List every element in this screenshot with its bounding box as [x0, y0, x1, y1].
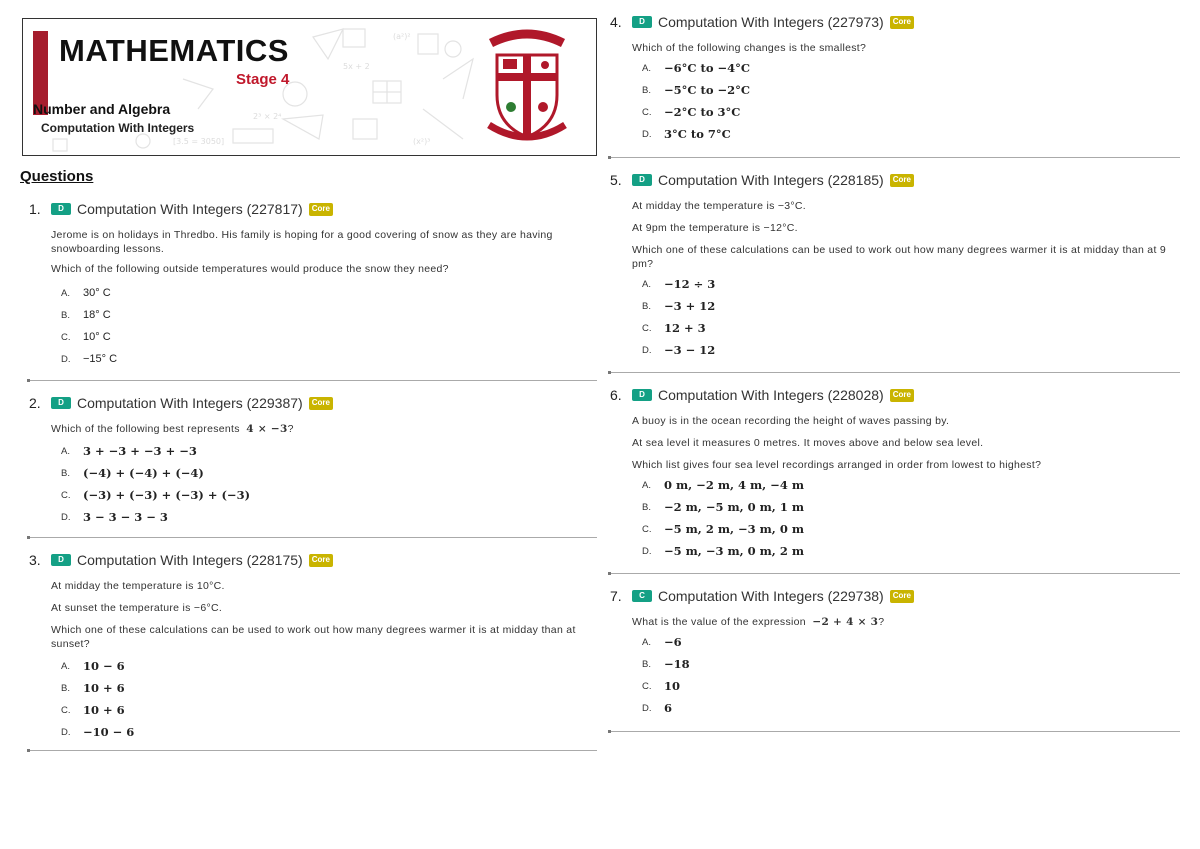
option-letter: C.: [61, 489, 71, 501]
svg-text:2³ × 2⁴: 2³ × 2⁴: [253, 112, 282, 121]
stage-label: Stage 4: [236, 71, 290, 88]
option-value: 30° C: [83, 287, 111, 299]
question-text: Which of the following outside temperatures would produce the snow they need?: [51, 263, 449, 275]
option-value: 18° C: [83, 309, 111, 321]
topic-label: Computation With Integers: [41, 121, 195, 135]
answer-option[interactable]: [61, 721, 597, 743]
option-value: 10 + 6: [83, 681, 125, 695]
school-crest-icon: [485, 25, 569, 149]
option-value: −6: [664, 635, 682, 649]
answer-option[interactable]: [642, 339, 1180, 361]
answer-option[interactable]: [642, 79, 1180, 101]
option-value: −5 m, −3 m, 0 m, 2 m: [664, 544, 804, 558]
question-title: Computation With Integers (229387): [77, 395, 303, 411]
option-value: −12 ÷ 3: [664, 277, 716, 291]
option-value: 10° C: [83, 331, 111, 343]
option-value: 10 + 6: [83, 703, 125, 717]
option-value: −15° C: [83, 353, 118, 365]
core-badge: Core: [309, 397, 333, 410]
option-letter: C.: [642, 680, 652, 692]
core-badge: Core: [309, 554, 333, 567]
core-badge: Core: [309, 203, 333, 216]
option-value: 12 + 3: [664, 321, 706, 335]
option-letter: C.: [61, 704, 71, 716]
question-text: At midday the temperature is −3°C.: [632, 200, 807, 212]
subject-title: MATHEMATICS: [59, 33, 289, 68]
question-number: 2.: [29, 395, 41, 411]
question-2: [29, 394, 597, 528]
option-letter: A.: [642, 62, 651, 74]
question-7: [610, 587, 1180, 719]
option-letter: B.: [642, 300, 651, 312]
header-banner: [22, 18, 597, 156]
question-text: Which of the following changes is the smallest?: [632, 42, 867, 54]
option-value: 3 − 3 − 3 − 3: [83, 510, 168, 524]
questions-heading: Questions: [20, 168, 94, 185]
option-letter: D.: [642, 128, 652, 140]
core-badge: Core: [890, 174, 914, 187]
option-letter: C.: [642, 322, 652, 334]
question-number: 5.: [610, 172, 622, 188]
answer-option[interactable]: [642, 540, 1180, 562]
option-letter: C.: [61, 331, 71, 343]
option-value: −5°C to −2°C: [664, 83, 751, 97]
option-letter: A.: [61, 287, 70, 299]
option-letter: B.: [61, 682, 70, 694]
option-value: 6: [664, 701, 673, 715]
question-text: Which of the following best represents 4 × −3?: [51, 423, 294, 435]
answer-option[interactable]: [61, 348, 597, 370]
question-title: Computation With Integers (227973): [658, 14, 884, 30]
answer-option[interactable]: [61, 506, 597, 528]
option-letter: B.: [642, 658, 651, 670]
question-number: 1.: [29, 201, 41, 217]
question-text: Jerome is on holidays in Thredbo. His family is hoping for a good covering of snow as they are having snowboarding lessons.: [51, 229, 553, 255]
question-divider: [610, 372, 1180, 373]
core-badge: Core: [890, 16, 914, 29]
question-text: What is the value of the expression −2 + 4 × 3?: [632, 616, 885, 628]
option-value: 3°C to 7°C: [664, 127, 731, 141]
option-letter: B.: [61, 467, 70, 479]
inline-expression: −2 + 4 × 3: [812, 616, 879, 628]
option-letter: D.: [642, 344, 652, 356]
answer-option[interactable]: [642, 631, 1180, 653]
answer-option[interactable]: [642, 101, 1180, 123]
question-divider: [610, 573, 1180, 574]
option-value: (−3) + (−3) + (−3) + (−3): [83, 488, 251, 502]
question-text: Which one of these calculations can be used to work out how many degrees warmer it is at midday than at 9 pm?: [632, 244, 1167, 270]
option-value: −3 − 12: [664, 343, 716, 357]
option-letter: B.: [642, 501, 651, 513]
option-value: 10 − 6: [83, 659, 125, 673]
answer-option[interactable]: [642, 474, 1180, 496]
question-text: Which list gives four sea level recordings arranged in order from lowest to highest?: [632, 459, 1042, 471]
core-badge: Core: [890, 590, 914, 603]
option-letter: B.: [642, 84, 651, 96]
question-text: At midday the temperature is 10°C.: [51, 580, 225, 592]
question-number: 7.: [610, 588, 622, 604]
question-3: [29, 551, 597, 743]
question-number: 4.: [610, 14, 622, 30]
answer-option[interactable]: [642, 273, 1180, 295]
option-value: −6°C to −4°C: [664, 61, 751, 75]
option-value: (−4) + (−4) + (−4): [83, 466, 204, 480]
question-text: At sea level it measures 0 metres. It moves above and below sea level.: [632, 437, 984, 449]
question-4: [610, 13, 1180, 145]
answer-option[interactable]: [61, 282, 597, 304]
option-value: −3 + 12: [664, 299, 716, 313]
answer-option[interactable]: [61, 304, 597, 326]
option-letter: C.: [642, 106, 652, 118]
question-6: [610, 386, 1180, 562]
answer-option[interactable]: [61, 462, 597, 484]
option-value: −18: [664, 657, 690, 671]
question-5: [610, 171, 1180, 361]
option-letter: A.: [61, 660, 70, 672]
band-badge: D: [632, 389, 652, 401]
band-badge: D: [51, 203, 71, 215]
answer-option[interactable]: [642, 518, 1180, 540]
question-text: At sunset the temperature is −6°C.: [51, 602, 223, 614]
option-letter: C.: [642, 523, 652, 535]
question-divider: [610, 157, 1180, 158]
question-title: Computation With Integers (228028): [658, 387, 884, 403]
option-value: −5 m, 2 m, −3 m, 0 m: [664, 522, 804, 536]
band-badge: D: [632, 16, 652, 28]
question-text: At 9pm the temperature is −12°C.: [632, 222, 798, 234]
answer-option[interactable]: [642, 496, 1180, 518]
band-badge: D: [51, 397, 71, 409]
answer-option[interactable]: [642, 57, 1180, 79]
option-letter: D.: [61, 726, 71, 738]
svg-text:(a²)²: (a²)²: [393, 32, 411, 41]
option-letter: A.: [642, 278, 651, 290]
answer-option[interactable]: [61, 326, 597, 348]
question-number: 3.: [29, 552, 41, 568]
answer-option[interactable]: [61, 677, 597, 699]
band-badge: D: [51, 554, 71, 566]
question-number: 6.: [610, 387, 622, 403]
strand-label: Number and Algebra: [33, 101, 171, 117]
answer-option[interactable]: [642, 697, 1180, 719]
question-divider: [610, 731, 1180, 732]
inline-expression: 4 × −3: [246, 423, 288, 435]
answer-option[interactable]: [61, 484, 597, 506]
question-divider: [29, 750, 597, 751]
answer-option[interactable]: [642, 317, 1180, 339]
option-letter: B.: [61, 309, 70, 321]
answer-option[interactable]: [642, 675, 1180, 697]
option-letter: D.: [61, 511, 71, 523]
svg-text:(x²)³: (x²)³: [413, 137, 431, 146]
option-value: −2°C to 3°C: [664, 105, 741, 119]
option-value: 10: [664, 679, 681, 693]
question-title: Computation With Integers (228185): [658, 172, 884, 188]
answer-option[interactable]: [642, 295, 1180, 317]
answer-option[interactable]: [642, 653, 1180, 675]
option-letter: A.: [642, 636, 651, 648]
question-title: Computation With Integers (227817): [77, 201, 303, 217]
option-letter: A.: [642, 479, 651, 491]
answer-option[interactable]: [642, 123, 1180, 145]
question-divider: [29, 537, 597, 538]
option-letter: D.: [61, 353, 71, 365]
option-letter: D.: [642, 545, 652, 557]
core-badge: Core: [890, 389, 914, 402]
option-value: −10 − 6: [83, 725, 135, 739]
answer-option[interactable]: [61, 440, 597, 462]
answer-option[interactable]: [61, 699, 597, 721]
question-title: Computation With Integers (228175): [77, 552, 303, 568]
answer-option[interactable]: [61, 655, 597, 677]
band-badge: D: [632, 174, 652, 186]
question-title: Computation With Integers (229738): [658, 588, 884, 604]
option-letter: A.: [61, 445, 70, 457]
svg-text:5x + 2: 5x + 2: [343, 62, 370, 71]
question-divider: [29, 380, 597, 381]
option-value: 3 + −3 + −3 + −3: [83, 444, 197, 458]
question-text: Which one of these calculations can be used to work out how many degrees warmer it is at midday than at sunset?: [51, 624, 576, 650]
option-letter: D.: [642, 702, 652, 714]
svg-text:[3.5 = 3050]: [3.5 = 3050]: [173, 137, 225, 146]
option-value: −2 m, −5 m, 0 m, 1 m: [664, 500, 804, 514]
option-value: 0 m, −2 m, 4 m, −4 m: [664, 478, 804, 492]
question-1: [29, 200, 597, 370]
question-text: A buoy is in the ocean recording the height of waves passing by.: [632, 415, 950, 427]
band-badge: C: [632, 590, 652, 602]
